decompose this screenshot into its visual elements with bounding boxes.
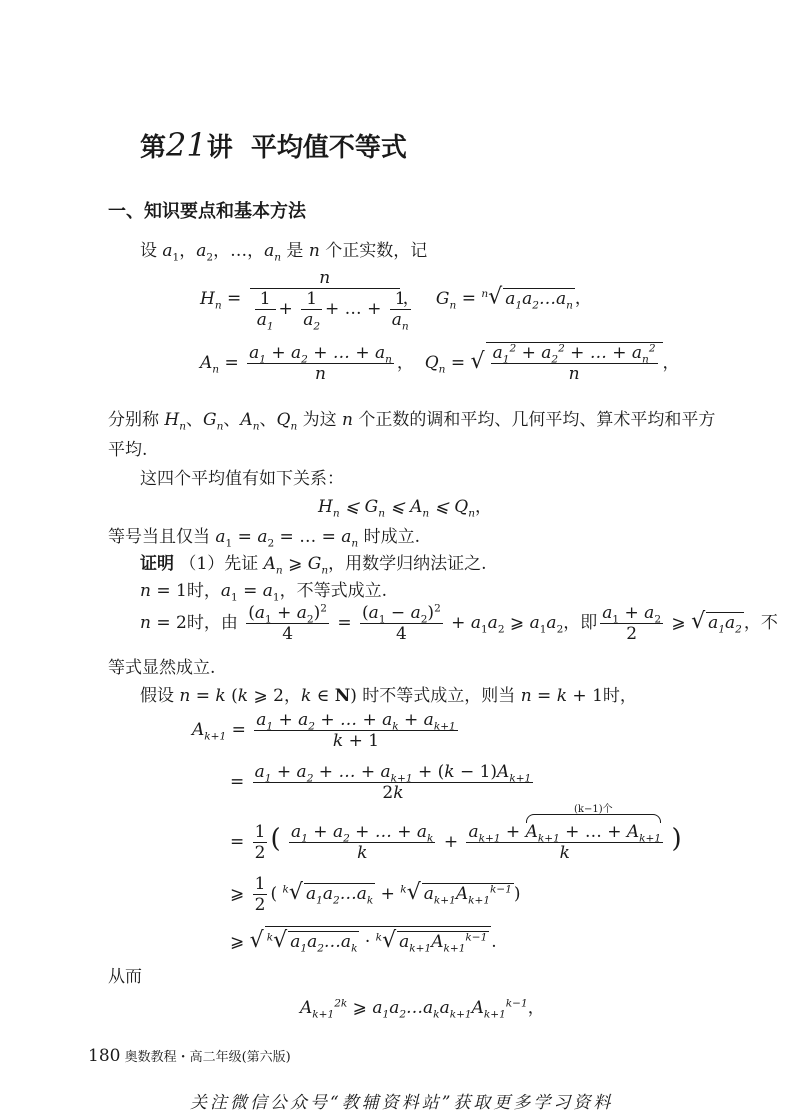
chapter-title: 第21讲 平均值不等式: [140, 126, 407, 164]
derivation-line-2: = $\frac{a_1 + a_2 + \dots + a_{k+1} + (k - 1)A_{k+1}}{2k}$: [230, 762, 532, 803]
page-footer: [88, 1046, 291, 1066]
formula-hn-gn: $H_n$ = n $\frac{1}{a_1}$ + $\frac{1}{a_2}$ + … + $\frac{1}{a_n}$ ， $G_n = ^n√$ $a_1a_2\dots a_n$ ，: [200, 268, 592, 333]
relation-text: 这四个平均值有如下关系：: [140, 469, 344, 489]
case-n2-line2: 等式显然成立.: [108, 658, 216, 678]
page-number: 180: [88, 1046, 121, 1066]
therefore-text: 从而: [108, 967, 142, 987]
brace-label: (k−1)个: [574, 804, 613, 815]
proof-label: 证明: [140, 554, 174, 574]
equality-condition: 等号当且仅当 $a_1 = a_2$ = … = $a_n$ 时成立.: [108, 527, 421, 550]
final-inequality: $A_{k+1}^{2k}$ ⩾ $a_1a_2\dots a_ka_{k+1}A_{k+1}^{k-1}$，: [300, 997, 545, 1021]
inequality-chain: $H_n$ ⩽ $G_n$ ⩽ $A_n$ ⩽ $Q_n$，: [318, 497, 492, 520]
induction-hypothesis: 假设 n = k (k ⩾ 2，k ∈ N) 时不等式成立，则当 n = k + 1时，: [140, 686, 637, 706]
case-n2: n = 2时，由 $\frac{(a_1 + a_2)^2}{4}$ = $\frac{(a_1 - a_2)^2}{4}$ + $a_1a_2$ ⩾ $a_1a_2$，即 $\frac{a_1 + a_2}{2}$ ⩾ √ $a_1a_2$ ，不: [140, 602, 778, 644]
intro-line: 设 $a_1$，$a_2$，…，$a_n$ 是 n 个正实数，记: [140, 241, 428, 264]
section-heading: 一、知识要点和基本方法: [108, 201, 306, 222]
watermark-text: 关注微信公众号“教辅资料站”获取更多学习资料: [190, 1093, 614, 1113]
formula-an-qn: $A_n$ = $\frac{a_1 + a_2 + \dots + a_n}{n}$ ， $Q_n$ = √ $\frac{a_1^2 + a_2^2 + \dots + a_n^2}{n}$ ，: [200, 342, 680, 384]
derivation-line-3: = $\frac{1}{2}$ ( $\frac{a_1 + a_2 + \dots + a_k}{k}$ + $a_{k+1}$ + (k−1)个 $A_{k+1}$ + … + $A_{k+1}$ k ): [230, 822, 682, 863]
derivation-line-5: ⩾ √ $^k$√ $a_1a_2\dots a_k \cdot ^k√$ $a_{k+1}A_{k+1}^{k-1}$ .: [230, 927, 497, 955]
derivation-line-4: ⩾ $\frac{1}{2}$ ( $^k$√ $a_1a_2\dots a_k + ^k√$ $a_{k+1}A_{k+1}^{k-1}$ ): [230, 874, 521, 915]
paragraph-mean-names-line2: 平均.: [108, 440, 148, 460]
paragraph-mean-names: 分别称 $H_n$、$G_n$、$A_n$、$Q_n$ 为这 n 个正数的调和平均、几何平均、算术平均和平方: [108, 410, 716, 433]
derivation-line-1: $A_{k+1}$ = $\frac{a_1 + a_2 + \dots + a_k + a_{k+1}}{k + 1}$: [192, 710, 456, 751]
book-title: 奥数教程・高二年级(第六版): [124, 1050, 291, 1065]
case-n1: n = 1时，$a_1 = a_1$，不等式成立.: [140, 581, 387, 604]
proof-step-1: 证明 （1）先证 $A_n$ ⩾ $G_n$，用数学归纳法证之.: [140, 554, 487, 577]
